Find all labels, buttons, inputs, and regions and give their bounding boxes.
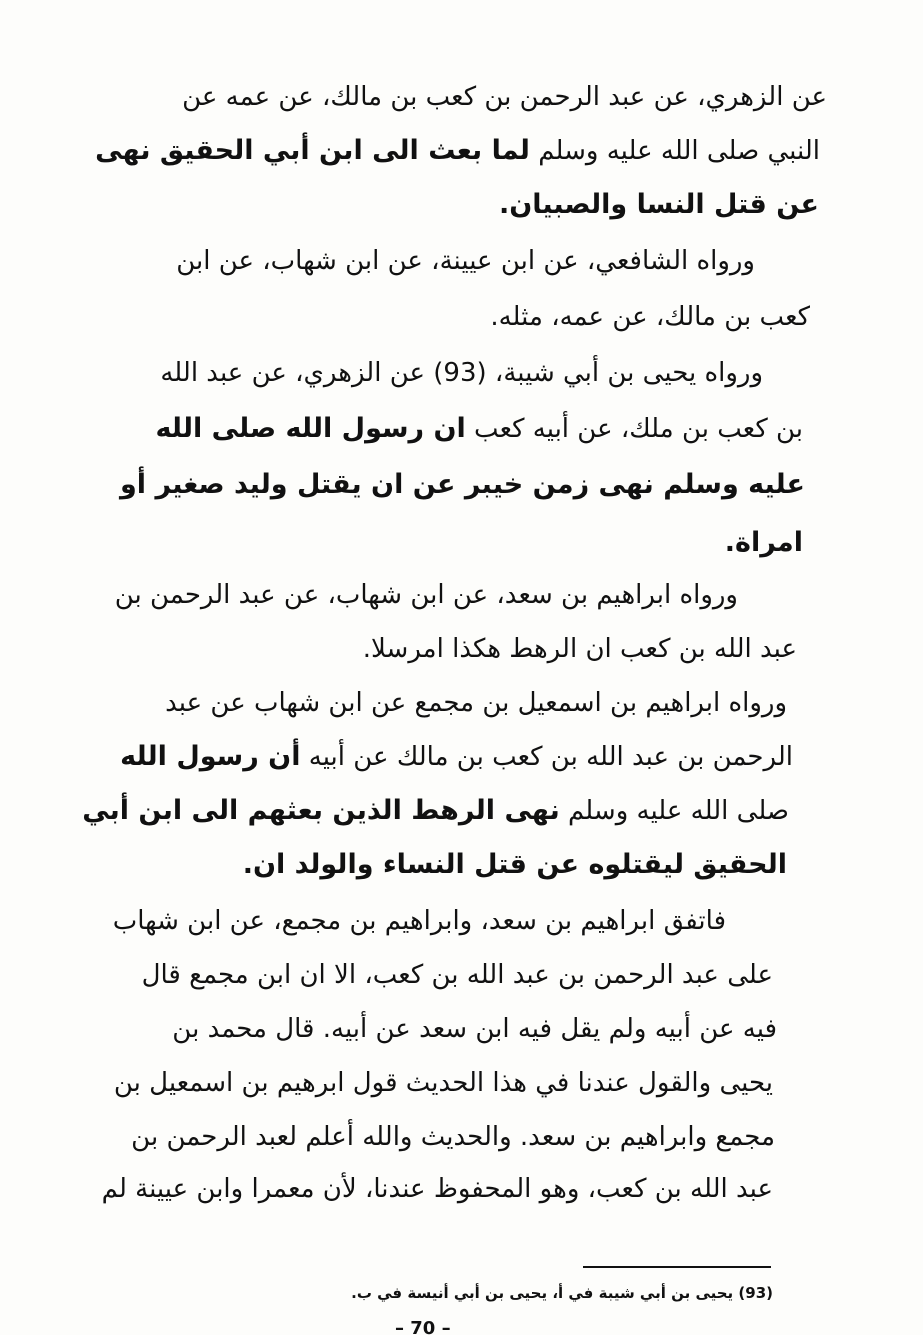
text-line xyxy=(165,686,787,720)
text-segment: بن كعب بن ملك، عن أبيه كعب xyxy=(465,414,803,444)
text-segment: فيه عن أبيه ولم يقل فيه ابن سعد عن أبيه. قال محمد بن xyxy=(172,1014,777,1044)
footnote: (93) يحيى بن أبي شيبة في أ، يحيى بن أبي أنيسة في ب. xyxy=(351,1284,773,1302)
text-line xyxy=(363,632,797,666)
bold-text-segment: الحقيق ليقتلوه عن قتل النساء والولد ان. xyxy=(242,849,787,880)
text-segment: فاتفق ابراهيم بن سعد، وابراهيم بن مجمع، عن ابن شهاب xyxy=(112,906,726,936)
text-line xyxy=(114,1066,773,1100)
text-line xyxy=(182,80,827,114)
text-segment: عن الزهري، عن عبد الرحمن بن كعب بن مالك، عن عمه عن xyxy=(182,82,827,112)
text-line xyxy=(113,904,726,938)
text-line xyxy=(155,412,803,446)
text-line xyxy=(243,848,787,882)
text-segment: مجمع وابراهيم بن سعد. والحديث والله أعلم لعبد الرحمن بن xyxy=(131,1122,775,1152)
text-line xyxy=(115,578,738,612)
text-segment: على عبد الرحمن بن عبد الله بن كعب، الا ان ابن مجمع قال xyxy=(141,960,773,990)
text-line xyxy=(102,1172,773,1206)
footnote-divider xyxy=(583,1266,771,1268)
page-number: – 70 – xyxy=(395,1318,451,1339)
text-segment: يحيى والقول عندنا في هذا الحديث قول ابرهيم بن اسمعيل بن xyxy=(113,1068,773,1098)
text-line xyxy=(95,134,820,168)
text-line xyxy=(725,526,803,560)
bold-text-segment: امراة. xyxy=(724,527,803,558)
text-line xyxy=(490,300,810,334)
text-line xyxy=(131,1120,775,1154)
text-segment: النبي صلى الله عليه وسلم xyxy=(529,136,820,166)
bold-text-segment: عليه وسلم نهى زمن خيبر عن ان يقتل وليد صغير أو xyxy=(120,469,805,500)
text-line xyxy=(160,356,763,390)
text-segment: صلى الله عليه وسلم xyxy=(559,796,789,826)
text-line xyxy=(499,188,819,222)
bold-text-segment: لما بعث الى ابن أبي الحقيق نهى xyxy=(95,135,530,166)
text-line xyxy=(142,958,773,992)
bold-text-segment: نهى الرهط الذين بعثهم الى ابن أبي xyxy=(82,795,560,826)
text-line xyxy=(176,244,755,278)
bold-text-segment: عن قتل النسا والصبيان. xyxy=(498,189,819,220)
bold-text-segment: أن رسول الله xyxy=(120,741,301,772)
bold-text-segment: ان رسول الله صلى الله xyxy=(155,413,466,444)
text-line xyxy=(82,794,789,828)
text-segment: ورواه الشافعي، عن ابن عيينة، عن ابن شهاب، عن ابن xyxy=(176,246,755,276)
text-segment: عبد الله بن كعب ان الرهط هكذا امرسلا. xyxy=(362,634,797,664)
text-line xyxy=(120,740,793,774)
text-line xyxy=(172,1012,777,1046)
text-segment: كعب بن مالك، عن عمه، مثله. xyxy=(490,302,810,332)
text-segment: ورواه ابراهيم بن اسمعيل بن مجمع عن ابن شهاب عن عبد xyxy=(165,688,787,718)
text-segment: ورواه ابراهيم بن سعد، عن ابن شهاب، عن عبد الرحمن بن xyxy=(114,580,738,610)
text-line xyxy=(120,468,805,502)
text-segment: ورواه يحيى بن أبي شيبة، (93) عن الزهري، عن عبد الله xyxy=(160,358,763,388)
text-segment: الرحمن بن عبد الله بن كعب بن مالك عن أبيه xyxy=(300,742,793,772)
text-segment: عبد الله بن كعب، وهو المحفوظ عندنا، لأن معمرا وابن عيينة لم xyxy=(101,1174,773,1204)
